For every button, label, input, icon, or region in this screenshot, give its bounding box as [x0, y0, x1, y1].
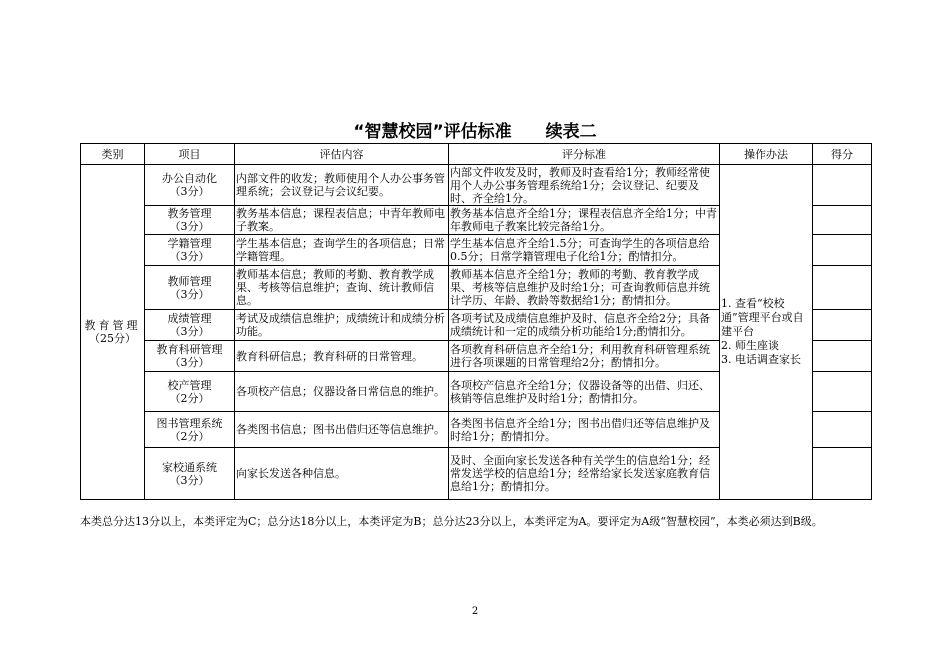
item-name: 家校通系统	[162, 460, 217, 474]
footer-note: 本类总分达13分以上，本类评定为C；总分达18分以上，本类评定为B；总分达23分以上，本类评定为A。要评定为A级“智慧校园”，本类必须达到B级。	[80, 515, 823, 528]
item-name: 教育科研管理	[156, 343, 223, 356]
header-row	[81, 144, 872, 165]
method-cell	[720, 165, 813, 500]
score-cell[interactable]	[813, 310, 872, 341]
category-points: （25分）	[89, 332, 136, 345]
item-name: 教务管理	[167, 207, 212, 220]
header-score: 得分	[813, 144, 872, 165]
item-points: （3分）	[169, 325, 210, 338]
category-name: 教育管理	[84, 319, 141, 332]
standard-cell: 及时、全面向家长发送各种有关学生的信息给1分；经常发送学校的信息给1分；经常给家长发送家庭教育信息给1分；酌情扣分。	[449, 448, 720, 500]
item-cell	[145, 266, 235, 310]
standard-cell: 学生基本信息齐全给1.5分；可查询学生的各项信息给0.5分；日常学籍管理电子化给1分；酌情扣分。	[449, 235, 720, 266]
table-row	[81, 165, 872, 206]
method-step-3: 3. 电话调查家长	[721, 353, 801, 366]
evaluation-table	[80, 143, 872, 500]
item-points: （3分）	[169, 185, 210, 198]
score-cell[interactable]	[813, 341, 872, 372]
item-name: 学籍管理	[167, 237, 212, 250]
item-points: （3分）	[169, 356, 210, 369]
score-cell[interactable]	[813, 206, 872, 235]
item-name: 校产管理	[167, 378, 212, 392]
item-points: （2分）	[169, 391, 210, 405]
score-cell[interactable]	[813, 448, 872, 500]
content-cell: 教务基本信息；课程表信息；中青年教师电子教案。	[235, 206, 449, 235]
page-number: 2	[471, 606, 479, 617]
page-title: “智慧校园”评估标准 续表二	[353, 122, 597, 142]
item-cell	[145, 206, 235, 235]
category-cell	[81, 165, 145, 500]
content-cell: 教育科研信息；教育科研的日常管理。	[235, 341, 449, 372]
item-cell	[145, 341, 235, 372]
method-step-1: 1. 查看“校校通”管理平台或自建平台	[721, 297, 804, 338]
content-cell: 各项校产信息；仪器设备日常信息的维护。	[235, 372, 449, 412]
score-cell[interactable]	[813, 266, 872, 310]
content-cell: 内部文件的收发；教师使用个人办公事务管理系统；会议登记与会议纪要。	[235, 165, 449, 206]
score-cell[interactable]	[813, 235, 872, 266]
item-cell	[145, 310, 235, 341]
content-cell: 考试及成绩信息维护；成绩统计和成绩分析功能。	[235, 310, 449, 341]
standard-cell: 各项考试及成绩信息维护及时、信息齐全给2分；具备成绩统计和一定的成绩分析功能给1分;酌情扣分。	[449, 310, 720, 341]
item-name: 图书管理系统	[156, 416, 223, 430]
content-cell: 各类图书信息；图书出借归还等信息维护。	[235, 412, 449, 448]
score-cell[interactable]	[813, 165, 872, 206]
method-step-2: 2. 师生座谈	[721, 339, 779, 352]
item-points: （3分）	[169, 220, 210, 233]
header-item: 项目	[145, 144, 235, 165]
item-points: （2分）	[169, 429, 210, 443]
item-points: （3分）	[169, 250, 210, 263]
item-cell	[145, 448, 235, 500]
content-cell: 学生基本信息；查询学生的各项信息；日常学籍管理。	[235, 235, 449, 266]
standard-cell: 教师基本信息齐全给1分；教师的考勤、教育教学成果、考核等信息维护及时给1分；可查询教师信息并统计学历、年龄、教龄等数据给1分；酌情扣分。	[449, 266, 720, 310]
item-cell	[145, 165, 235, 206]
content-cell: 向家长发送各种信息。	[235, 448, 449, 500]
header-category: 类别	[81, 144, 145, 165]
header-content: 评估内容	[235, 144, 449, 165]
standard-cell: 教务基本信息齐全给1分；课程表信息齐全给1分；中青年教师电子教案比较完备给1分。	[449, 206, 720, 235]
item-points: （3分）	[169, 287, 210, 301]
header-method: 操作办法	[720, 144, 813, 165]
score-cell[interactable]	[813, 372, 872, 412]
standard-cell: 各项教育科研信息齐全给1分；利用教育科研管理系统进行各项课题的日常管理给2分；酌情扣分。	[449, 341, 720, 372]
item-cell	[145, 412, 235, 448]
item-name: 教师管理	[167, 274, 212, 288]
item-name: 成绩管理	[167, 312, 212, 325]
standard-cell: 各类图书信息齐全给1分；图书出借归还等信息维护及时给1分；酌情扣分。	[449, 412, 720, 448]
standard-cell: 内部文件收发及时，教师及时查看给1分；教师经常使用个人办公事务管理系统给1分；会议登记、纪要及时、齐全给1分。	[449, 165, 720, 206]
score-cell[interactable]	[813, 412, 872, 448]
item-name: 办公自动化	[162, 172, 217, 185]
item-points: （3分）	[169, 473, 210, 487]
header-standard: 评分标准	[449, 144, 720, 165]
content-cell: 教师基本信息；教师的考勤、教育教学成果、考核等信息维护；查询、统计教师信息。	[235, 266, 449, 310]
standard-cell: 各项校产信息齐全给1分；仪器设备等的出借、归还、核销等信息维护及时给1分；酌情扣分。	[449, 372, 720, 412]
item-cell	[145, 372, 235, 412]
item-cell	[145, 235, 235, 266]
